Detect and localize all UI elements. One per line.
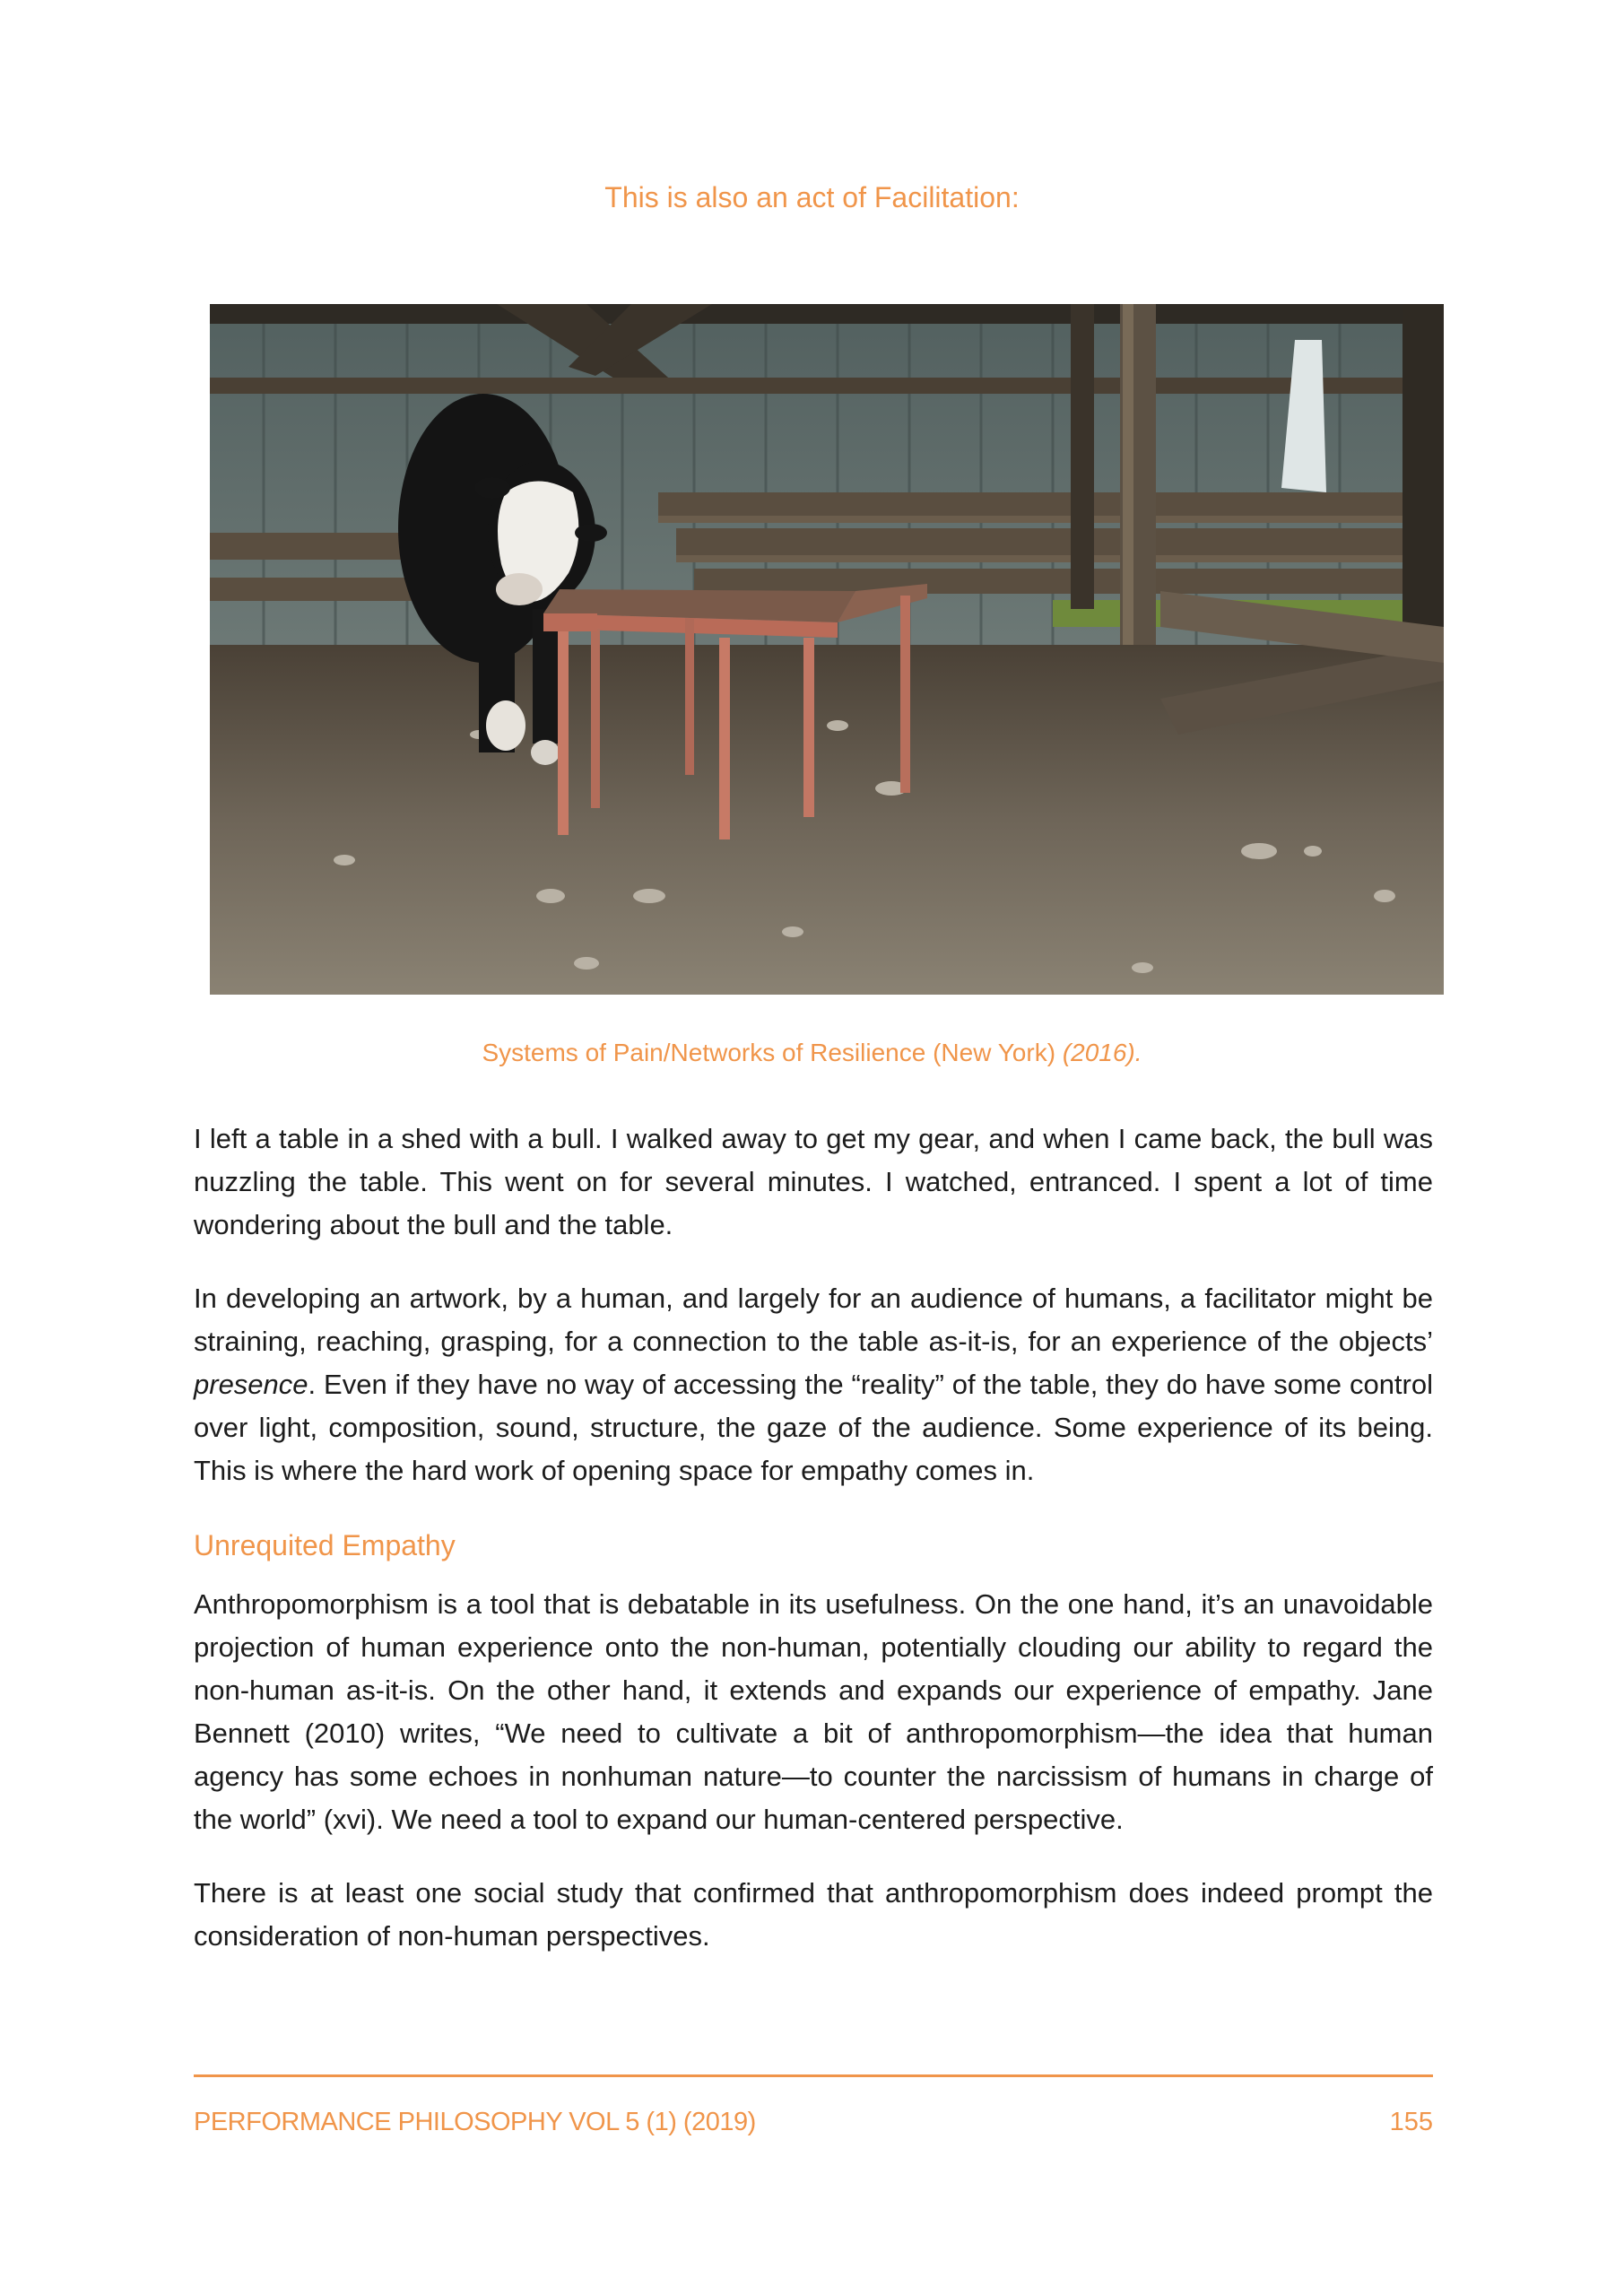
figure-caption (0, 1035, 1624, 1071)
paragraph-2-part-1: In developing an artwork, by a human, and largely for an audience of humans, a facilitator might be straining, reaching, grasping, for a connection to the table as-it-is, for an experience of the objects’ (194, 1283, 1433, 1357)
caption-title: Systems of Pain/Networks of Resilience (New York) (482, 1039, 1056, 1066)
figure-photo (210, 304, 1444, 995)
paragraph-2 (194, 1277, 1433, 1492)
footer-journal: PERFORMANCE PHILOSOPHY VOL 5 (1) (2019) (194, 2108, 756, 2136)
section-heading: Unrequited Empathy (194, 1529, 456, 1561)
paragraph-4: There is at least one social study that confirmed that anthropomorphism does indeed prompt the consideration of non-human perspectives. (194, 1877, 1433, 1952)
bull-and-table-photo (210, 304, 1444, 995)
footer-page-number: 155 (1389, 2108, 1433, 2136)
caption-year: (2016). (1062, 1039, 1142, 1066)
paragraph-1: I left a table in a shed with a bull. I walked away to get my gear, and when I came back, the bull was nuzzling the table. This went on for several minutes. I watched, entranced. I spent a lot of time wondering about the bull and the table. (194, 1123, 1433, 1240)
intro-line: This is also an act of Facilitation: (604, 181, 1020, 213)
footer-divider (194, 2074, 1433, 2077)
paragraph-3: Anthropomorphism is a tool that is debatable in its usefulness. On the one hand, it’s an unavoidable projection of human experience onto the non-human, potentially clouding our ability to regard the non-human as-it-is. On the other hand, it extends and expands our experience of empathy. Jane Bennett (2010) writes, “We need to cultivate a bit of anthropomorphism—the idea that human agency has some echoes in nonhuman nature—to counter the narcissism of humans in charge of the world” (xvi). We need a tool to expand our human-centered perspective. (194, 1588, 1433, 1835)
paragraph-2-part-2: . Even if they have no way of accessing the “reality” of the table, they do have some control over light, composition, sound, structure, the gaze of the audience. Some experience of its being. This is where the hard work of opening space for empathy comes in. (194, 1369, 1433, 1486)
paragraph-2-emphasis: presence (194, 1369, 308, 1400)
